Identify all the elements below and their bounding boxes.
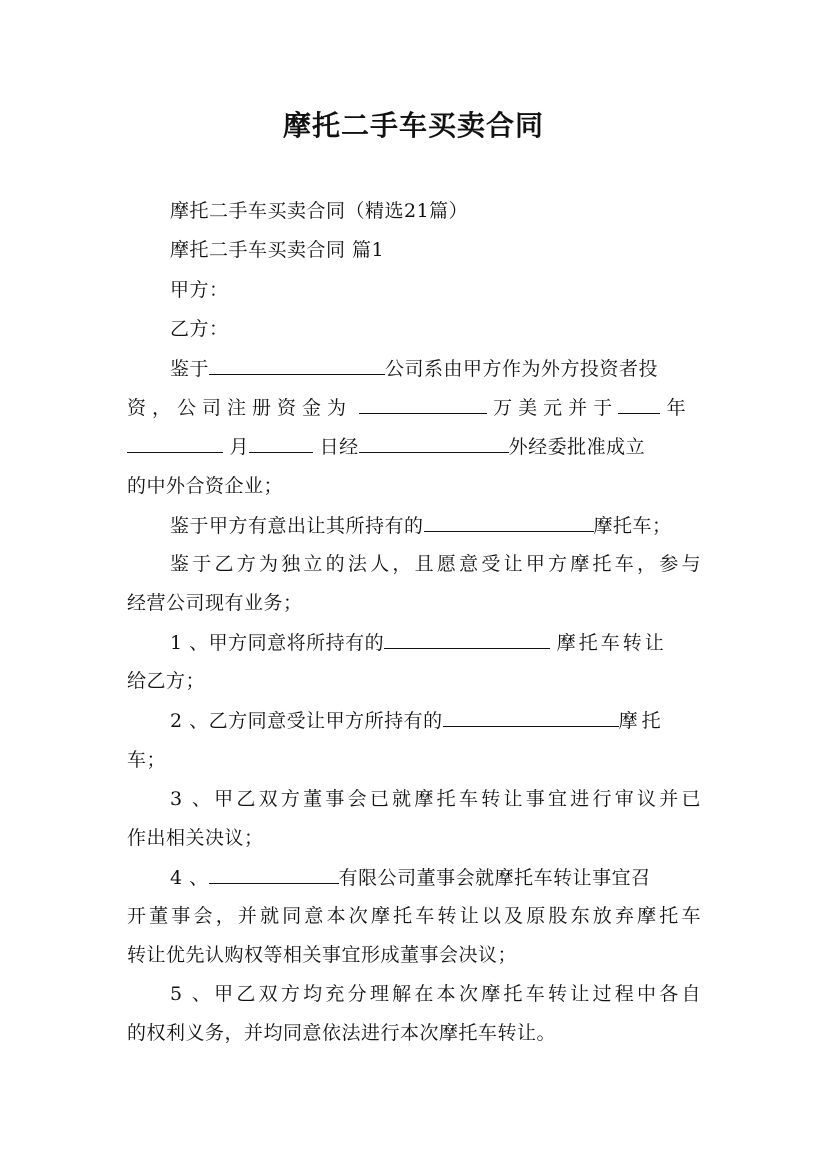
item-1-line-2: 给乙方； xyxy=(127,670,206,692)
recital-1-line-4: 的中外合资企业； xyxy=(127,475,284,497)
document-subtitle: 摩托二手车买卖合同（精选21篇） xyxy=(170,200,469,222)
item-1-line-1 xyxy=(170,630,667,655)
recital-1-line-3 xyxy=(127,434,645,459)
recital-3-line-1: 鉴于乙方为独立的法人，且愿意受让甲方摩托车，参与 xyxy=(170,553,701,575)
recital-2-text-a: 鉴于甲方有意出让其所持有的 xyxy=(170,515,424,537)
motorcycle-blank-1 xyxy=(424,513,594,532)
registered-capital-blank xyxy=(359,395,487,414)
item-4-line-1 xyxy=(170,865,651,890)
recital-1-text-f: 月 xyxy=(229,436,250,458)
recital-1-text-d: 万美元并于 xyxy=(493,397,619,419)
item-1-text-a: 1 、甲方同意将所持有的 xyxy=(170,632,385,654)
item-3-line-2: 作出相关决议； xyxy=(127,827,264,849)
recital-1-line-1 xyxy=(170,356,658,381)
item-2-text-b: 摩托 xyxy=(618,710,665,732)
recital-2 xyxy=(170,513,672,538)
document-title: 摩托二手车买卖合同 xyxy=(282,109,544,142)
motorcycle-blank-2 xyxy=(384,630,550,649)
party-b-label: 乙方： xyxy=(170,318,229,340)
motorcycle-blank-3 xyxy=(443,708,619,727)
recital-1-text-a: 鉴于 xyxy=(170,358,210,380)
company-name-blank-2 xyxy=(209,865,339,884)
year-blank xyxy=(618,395,660,414)
item-5-line-2: 的权利义务，并均同意依法进行本次摩托车转让。 xyxy=(127,1022,557,1044)
item-4-line-3: 转让优先认购权等相关事宜形成董事会决议； xyxy=(127,944,518,966)
recital-1-text-h: 外经委批准成立 xyxy=(508,436,646,458)
company-name-blank xyxy=(209,356,385,375)
item-2-text-a: 2 、乙方同意受让甲方所持有的 xyxy=(170,710,443,732)
item-1-text-b: 摩托车转让 xyxy=(556,632,667,654)
recital-1-text-g: 日经 xyxy=(319,436,359,458)
approval-authority-blank xyxy=(359,434,509,453)
recital-3-line-2: 经营公司现有业务； xyxy=(127,592,303,614)
item-3-line-1: 3 、甲乙双方董事会已就摩托车转让事宜进行审议并已 xyxy=(170,788,701,810)
month-blank xyxy=(127,434,223,453)
item-2-line-1 xyxy=(170,708,665,733)
recital-1-text-c: 资，公司注册资金为 xyxy=(127,397,353,419)
recital-1-line-2 xyxy=(127,395,686,420)
item-2-line-2: 车； xyxy=(127,749,167,771)
day-blank xyxy=(249,434,313,453)
party-a-label: 甲方： xyxy=(170,279,229,301)
item-4-line-2: 开董事会，并就同意本次摩托车转让以及原股东放弃摩托车 xyxy=(127,905,701,927)
recital-1-text-e: 年 xyxy=(666,397,687,419)
item-5-line-1: 5 、甲乙双方均充分理解在本次摩托车转让过程中各自 xyxy=(170,983,701,1005)
item-4-text-a: 4 、 xyxy=(170,867,209,889)
section-heading: 摩托二手车买卖合同 篇1 xyxy=(170,239,385,261)
recital-2-text-b: 摩托车； xyxy=(593,515,672,537)
recital-1-text-b: 公司系由甲方作为外方投资者投 xyxy=(385,358,659,380)
item-4-text-b: 有限公司董事会就摩托车转让事宜召 xyxy=(338,867,651,889)
